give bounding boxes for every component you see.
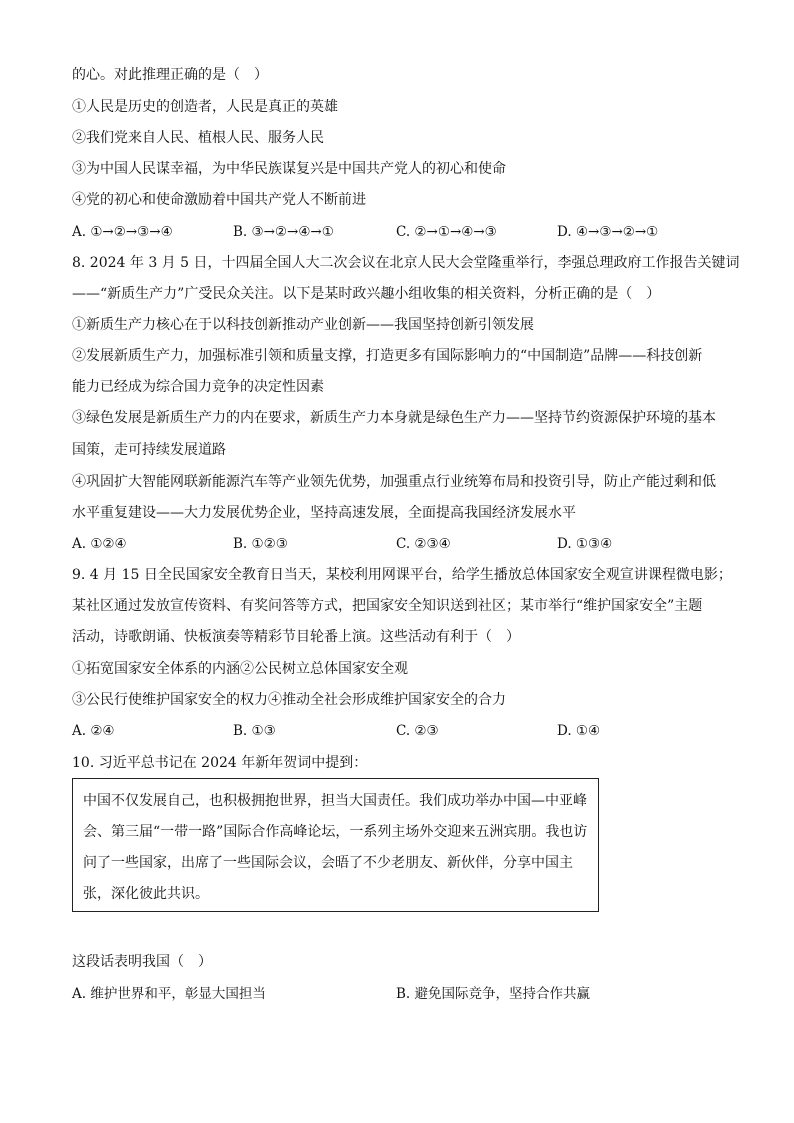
q10-quote-line-3: 问了一些国家，出席了一些国际会议，会晤了不少老朋友、新伙伴，分享中国主 — [83, 855, 573, 871]
q8-stem-line-2: ——“新质生产力”广受民众关注。以下是某时政兴趣小组收集的相关资料，分析正确的是（ ） — [72, 286, 661, 302]
q7-stem-tail: 的心。对此推理正确的是（ ） — [72, 67, 268, 83]
q8-option-a[interactable]: A. ①②④ — [72, 536, 127, 552]
q9-items-3-4: ③公民行使维护国家安全的权力④推动全社会形成维护国家安全的合力 — [72, 692, 506, 708]
q8-option-b[interactable]: B. ①②③ — [233, 536, 288, 552]
q10-intro: 10. 习近平总书记在 2024 年新年贺词中提到： — [72, 755, 368, 771]
q9-stem-line-3: 活动，诗歌朗诵、快板演奏等精彩节目轮番上演。这些活动有利于（ ） — [72, 629, 520, 645]
q10-option-a[interactable]: A. 维护世界和平，彰显大国担当 — [72, 986, 266, 1002]
q8-option-d[interactable]: D. ①③④ — [557, 536, 613, 552]
q10-option-b[interactable]: B. 避免国际竞争，坚持合作共赢 — [396, 986, 591, 1002]
q10-quote-line-1: 中国不仅发展自己，也积极拥抱世界，担当大国责任。我们成功举办中国—中亚峰 — [83, 793, 587, 809]
q8-stem-line-1: 8. 2024 年 3 月 5 日，十四届全国人大二次会议在北京人民大会堂隆重举行，李强总理政府工作报告关键词 — [72, 255, 740, 271]
q8-item-1: ①新质生产力核心在于以科技创新推动产业创新——我国坚持创新引领发展 — [72, 317, 534, 333]
q9-option-c[interactable]: C. ②③ — [396, 723, 439, 739]
q9-stem-line-2: 某社区通过发放宣传资料、有奖问答等方式，把国家安全知识送到社区；某市举行“维护国家安全”主题 — [72, 598, 703, 614]
q7-option-d[interactable]: D. ④→③→②→① — [557, 224, 659, 240]
q10-stem: 这段话表明我国（ ） — [72, 954, 212, 970]
q9-option-b[interactable]: B. ①③ — [233, 723, 276, 739]
q8-item-2-cont: 能力已经成为综合国力竞争的决定性因素 — [72, 379, 324, 395]
q8-item-4: ④巩固扩大智能网联新能源汽车等产业领先优势，加强重点行业统筹布局和投资引导，防止产能过剩和低 — [72, 474, 716, 490]
q8-item-3: ③绿色发展是新质生产力的内在要求，新质生产力本身就是绿色生产力——坚持节约资源保护环境的基本 — [72, 410, 716, 426]
q7-item-3: ③为中国人民谋幸福，为中华民族谋复兴是中国共产党人的初心和使命 — [72, 161, 506, 177]
q8-option-c[interactable]: C. ②③④ — [396, 536, 451, 552]
q8-item-3-cont: 国策，走可持续发展道路 — [72, 442, 226, 458]
q7-item-4: ④党的初心和使命激励着中国共产党人不断前进 — [72, 192, 366, 208]
q10-quote-box — [72, 778, 599, 912]
q7-item-2: ②我们党来自人民、植根人民、服务人民 — [72, 130, 324, 146]
q8-item-2: ②发展新质生产力，加强标准引领和质量支撑，打造更多有国际影响力的“中国制造”品牌——科技创新 — [72, 348, 703, 364]
q10-quote-line-2: 会、第三届“一带一路”国际合作高峰论坛，一系列主场外交迎来五洲宾朋。我也访 — [83, 824, 588, 840]
q10-quote-line-4: 张，深化彼此共识。 — [83, 886, 209, 902]
q7-option-b[interactable]: B. ③→②→④→① — [233, 224, 334, 240]
q9-option-d[interactable]: D. ①④ — [557, 723, 601, 739]
q7-option-c[interactable]: C. ②→①→④→③ — [396, 224, 497, 240]
q7-option-a[interactable]: A. ①→②→③→④ — [72, 224, 173, 240]
q8-item-4-cont: 水平重复建设——大力发展优势企业，坚持高速发展，全面提高我国经济发展水平 — [72, 505, 576, 521]
q9-stem-line-1: 9. 4 月 15 日全民国家安全教育日当天，某校利用网课平台，给学生播放总体国家安全观宣讲课程微电影； — [72, 567, 732, 583]
q7-item-1: ①人民是历史的创造者，人民是真正的英雄 — [72, 99, 338, 115]
q9-items-1-2: ①拓宽国家安全体系的内涵②公民树立总体国家安全观 — [72, 661, 408, 677]
q9-option-a[interactable]: A. ②④ — [72, 723, 115, 739]
